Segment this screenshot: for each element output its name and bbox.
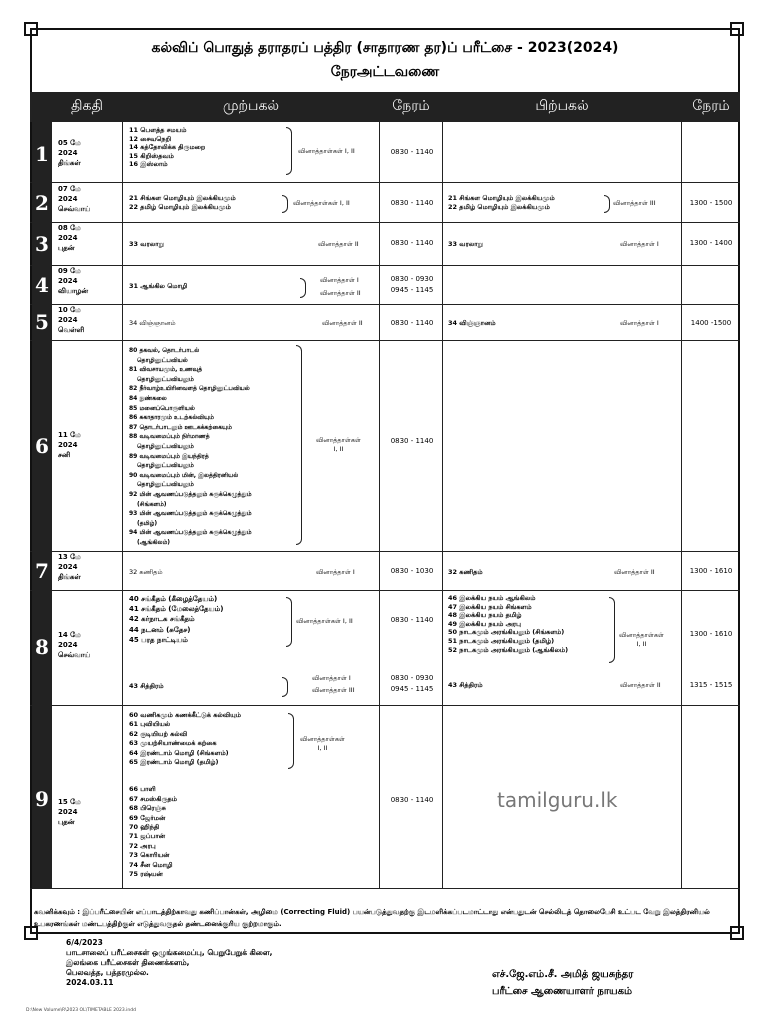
subject-list: 11 பௌத்த சமயம் 12 சைவநெறி 14 கத்தோலிக்க திருமறை 15 கிறிஸ்தவம் 16 இஸ்லாம் bbox=[129, 126, 206, 169]
page-title: கல்விப் பொதுத் தராதரப் பத்திர (சாதாரண தர)ப் பரீட்சை - 2023(2024) bbox=[151, 40, 619, 56]
row-divider bbox=[30, 590, 740, 591]
exam-time: 1300 - 1400 bbox=[689, 239, 733, 247]
subject-list: 60 வணிகமும் கணக்கீட்டுக் கல்வியும் 61 புவியியல் 62 குடியியற் கல்வி 63 முயற்சியாண்மைக் கற்கை 64 இரண்டாம் மொழி (சிங்களம்) 65 இரண்டாம் மொழி (தமிழ்) 66 பாளி 67 சமஸ்கிருதம் 68 பிரெஞ்சு 69 ஜேர்மன் 70 ஹிந்தி 71 ஜப்பான் 72 அரபு 73 கொரியன் 74 சீன மொழி 75 ரஷ்யன் bbox=[129, 711, 241, 879]
brace-icon bbox=[282, 677, 288, 697]
row-number: 4 bbox=[35, 273, 49, 297]
footer-office: 6/4/2023 பாடசாலைப் பரீட்சைகள் ஒழுங்கமைப்பு, பெறுபேறுக் கிளை, இலங்கை பரீட்சைகள் திணைக்களம், பெலவத்த, பத்தரமுல்ல. 2024.03.11 bbox=[66, 938, 273, 987]
exam-time: 0830 - 1030 bbox=[390, 567, 434, 575]
corner-ornament bbox=[24, 22, 38, 36]
subject-item: 33 வரலாறு bbox=[129, 240, 165, 248]
paper-label: வினாத்தாள் II bbox=[318, 240, 359, 248]
subject-item: 32 கணிதம் bbox=[129, 568, 163, 576]
brace-icon bbox=[609, 597, 615, 663]
exam-time: 1300 - 1610 bbox=[689, 567, 733, 575]
subject-list: 21 சிங்கள மொழியும் இலக்கியமும் 22 தமிழ் மொழியும் இலக்கியமும் bbox=[129, 194, 236, 211]
paper-label: வினாத்தாள் I bbox=[620, 319, 659, 327]
paper-label: வினாத்தாள்கள் I, II bbox=[300, 735, 345, 752]
row-number: 1 bbox=[35, 142, 49, 166]
exam-note: கவனிக்கவும் : இப்பரீட்சையின் எப்பாடத்திற்காவது கணிப்பான்கள், அழிமை (Correcting Fluid) பயன்படுத்துவதற்கு இடமளிக்கப்படமாட்டாது என்பதுடன் செல்லிடத் தொலைபேசி உட்பட வேறு இலத்திரனியல் உபகரணங்கள் மண்டபத்திற்குள் எடுத்துவருதல் தண்டனைக்குரிய குற்றமாகும். bbox=[34, 908, 710, 928]
row-number: 5 bbox=[35, 310, 49, 334]
exam-time: 0830 - 0930 0945 - 1145 bbox=[390, 275, 434, 294]
file-reference: D:\New Volume\R\2023 OL\TIMETABLE 2023.indd bbox=[26, 1008, 136, 1013]
brace-icon bbox=[300, 278, 306, 298]
row-number: 7 bbox=[35, 559, 49, 583]
paper-label: வினாத்தாள் II bbox=[614, 568, 655, 576]
row-number: 3 bbox=[35, 232, 49, 256]
brace-icon bbox=[296, 345, 302, 545]
paper-label: வினாத்தாள் I bbox=[320, 276, 359, 284]
row-divider bbox=[30, 182, 740, 183]
row-divider bbox=[30, 222, 740, 223]
exam-time: 1315 - 1515 bbox=[689, 681, 733, 689]
signature-block: எச்.ஜே.எம்.சீ. அமித் ஜயசுந்தர பரீட்சை ஆணையாளர் நாயகம் bbox=[492, 969, 634, 997]
subject-list: 40 சங்கீதம் (கீழைத்தேயம்) 41 சங்கீதம் (மேலைத்தேயம்) 42 கர்நாடக சங்கீதம் 44 நடனம் (சுதேச) 45 பரத நாட்டியம் bbox=[129, 595, 224, 644]
exam-time: 0830 - 1140 bbox=[390, 437, 434, 445]
row-date: 05 மே 2024 திங்கள் bbox=[58, 139, 81, 167]
row-date: 07 மே 2024 செவ்வாய் bbox=[58, 185, 91, 213]
row-divider bbox=[30, 340, 740, 341]
exam-time: 0830 - 1140 bbox=[390, 796, 434, 804]
column-divider bbox=[681, 122, 682, 888]
row-number: 6 bbox=[35, 434, 49, 458]
exam-time: 0830 - 1140 bbox=[390, 616, 434, 624]
subject-item: 32 கணிதம் bbox=[448, 568, 483, 576]
exam-time: 1400 -1500 bbox=[690, 319, 732, 327]
row-divider bbox=[30, 705, 740, 706]
paper-label: வினாத்தாள் II bbox=[620, 681, 661, 689]
row-date: 14 மே 2024 செவ்வாய் bbox=[58, 631, 91, 659]
brace-icon bbox=[286, 127, 292, 175]
paper-label: வினாத்தாள் III bbox=[312, 686, 355, 694]
paper-label: வினாத்தாள் II bbox=[320, 289, 361, 297]
exam-time: 1300 - 1500 bbox=[689, 199, 733, 207]
row-date: 08 மே 2024 புதன் bbox=[58, 224, 81, 252]
exam-time: 0830 - 1140 bbox=[390, 199, 434, 207]
exam-time: 0830 - 0930 0945 - 1145 bbox=[390, 674, 434, 693]
brace-icon bbox=[288, 713, 294, 769]
column-divider bbox=[379, 122, 380, 888]
row-date: 15 மே 2024 புதன் bbox=[58, 798, 81, 826]
paper-label: வினாத்தாள்கள் I, II bbox=[316, 436, 361, 453]
header-time-1: நேரம் bbox=[392, 98, 430, 114]
paper-label: வினாத்தாள்கள் I, II bbox=[298, 147, 355, 155]
row-date: 13 மே 2024 திங்கள் bbox=[58, 553, 81, 581]
paper-label: வினாத்தாள்கள் I, II bbox=[293, 199, 350, 207]
row-divider bbox=[30, 304, 740, 305]
subject-item: 43 சித்திரம் bbox=[448, 681, 483, 689]
paper-label: வினாத்தாள்கள் I, II bbox=[296, 617, 353, 625]
paper-label: வினாத்தாள் III bbox=[613, 199, 656, 207]
subject-item: 43 சித்திரம் bbox=[129, 682, 164, 690]
column-divider bbox=[122, 122, 123, 888]
subject-list: 21 சிங்கள மொழியும் இலக்கியமும் 22 தமிழ் மொழியும் இலக்கியமும் bbox=[448, 194, 555, 211]
header-date: திகதி bbox=[71, 98, 103, 114]
row-number: 2 bbox=[35, 191, 49, 215]
exam-time: 1300 - 1610 bbox=[689, 630, 733, 638]
row-number: 8 bbox=[35, 635, 49, 659]
paper-label: வினாத்தாள் II bbox=[322, 319, 363, 327]
subject-item: 34 விஞ்ஞானம் bbox=[129, 319, 176, 327]
exam-time: 0830 - 1140 bbox=[390, 239, 434, 247]
corner-ornament bbox=[730, 22, 744, 36]
subject-item: 33 வரலாறு bbox=[448, 240, 484, 248]
paper-label: வினாத்தாள் I bbox=[316, 568, 355, 576]
brace-icon bbox=[286, 597, 292, 647]
subject-item: 31 ஆங்கில மொழி bbox=[129, 282, 188, 290]
row-divider bbox=[30, 551, 740, 552]
header-afternoon: பிற்பகல் bbox=[535, 98, 589, 114]
header-morning: முற்பகல் bbox=[222, 98, 280, 114]
subject-list: 80 தகவல், தொடர்பாடல் தொழினுட்பவியல் 81 விவசாயமும், உணவுத் தொழினுட்பவியலும் 82 நீர்வாழ்உயிரினவளத் தொழினுட்பவியல் 84 நுண்கலை 85 மனைப்பொருளியல் 86 சுகாதாரமும் உடற்கல்வியும் 87 தொடர்பாடலும் ஊடகக்கற்கையும் 88 வடிவமைப்பும் நிர்மாணத் தொழினுட்பவியலும் 89 வடிவமைப்பும் இயந்திரத் தொழினுட்பவியலும் 90 வடிவமைப்பும் மின், இலத்திரனியல் தொழினுட்பவியலும் 92 மின் ஆவணப்படுத்தலும் சுருக்கெழுத்தும் (சிங்களம்) 93 மின் ஆவணப்படுத்தலும் சுருக்கெழுத்தும் (தமிழ்) 94 மின் ஆவணப்படுத்தலும் சுருக்கெழுத்தும் (ஆங்கிலம்) bbox=[129, 347, 252, 546]
row-divider bbox=[30, 265, 740, 266]
watermark: tamilguru.lk bbox=[497, 788, 618, 812]
exam-time: 0830 - 1140 bbox=[390, 319, 434, 327]
row-date: 11 மே 2024 சனி bbox=[58, 431, 81, 459]
subject-list: 46 இலக்கிய நயம் ஆங்கிலம் 47 இலக்கிய நயம் சிங்களம் 48 இலக்கிய நயம் தமிழ் 49 இலக்கிய நயம் அரபு 50 நாடகமும் அரங்கியலும் (சிங்களம்) 51 நாடகமும் அரங்கியலும் (தமிழ்) 52 நாடகமும் அரங்கியலும் (ஆங்கிலம்) bbox=[448, 594, 569, 654]
row-number: 9 bbox=[35, 787, 49, 811]
exam-time: 0830 - 1140 bbox=[390, 148, 434, 156]
paper-label: வினாத்தாள்கள் I, II bbox=[619, 631, 664, 648]
paper-label: வினாத்தாள் I bbox=[620, 240, 659, 248]
row-date: 10 மே 2024 வெள்ளி bbox=[58, 306, 85, 334]
column-divider bbox=[442, 122, 443, 888]
subject-item: 34 விஞ்ஞானம் bbox=[448, 319, 496, 327]
page-subtitle: நேரஅட்டவணை bbox=[330, 64, 440, 80]
row-date: 09 மே 2024 வியாழன் bbox=[58, 267, 89, 295]
header-time-2: நேரம் bbox=[692, 98, 730, 114]
paper-label: வினாத்தாள் I bbox=[312, 674, 351, 682]
